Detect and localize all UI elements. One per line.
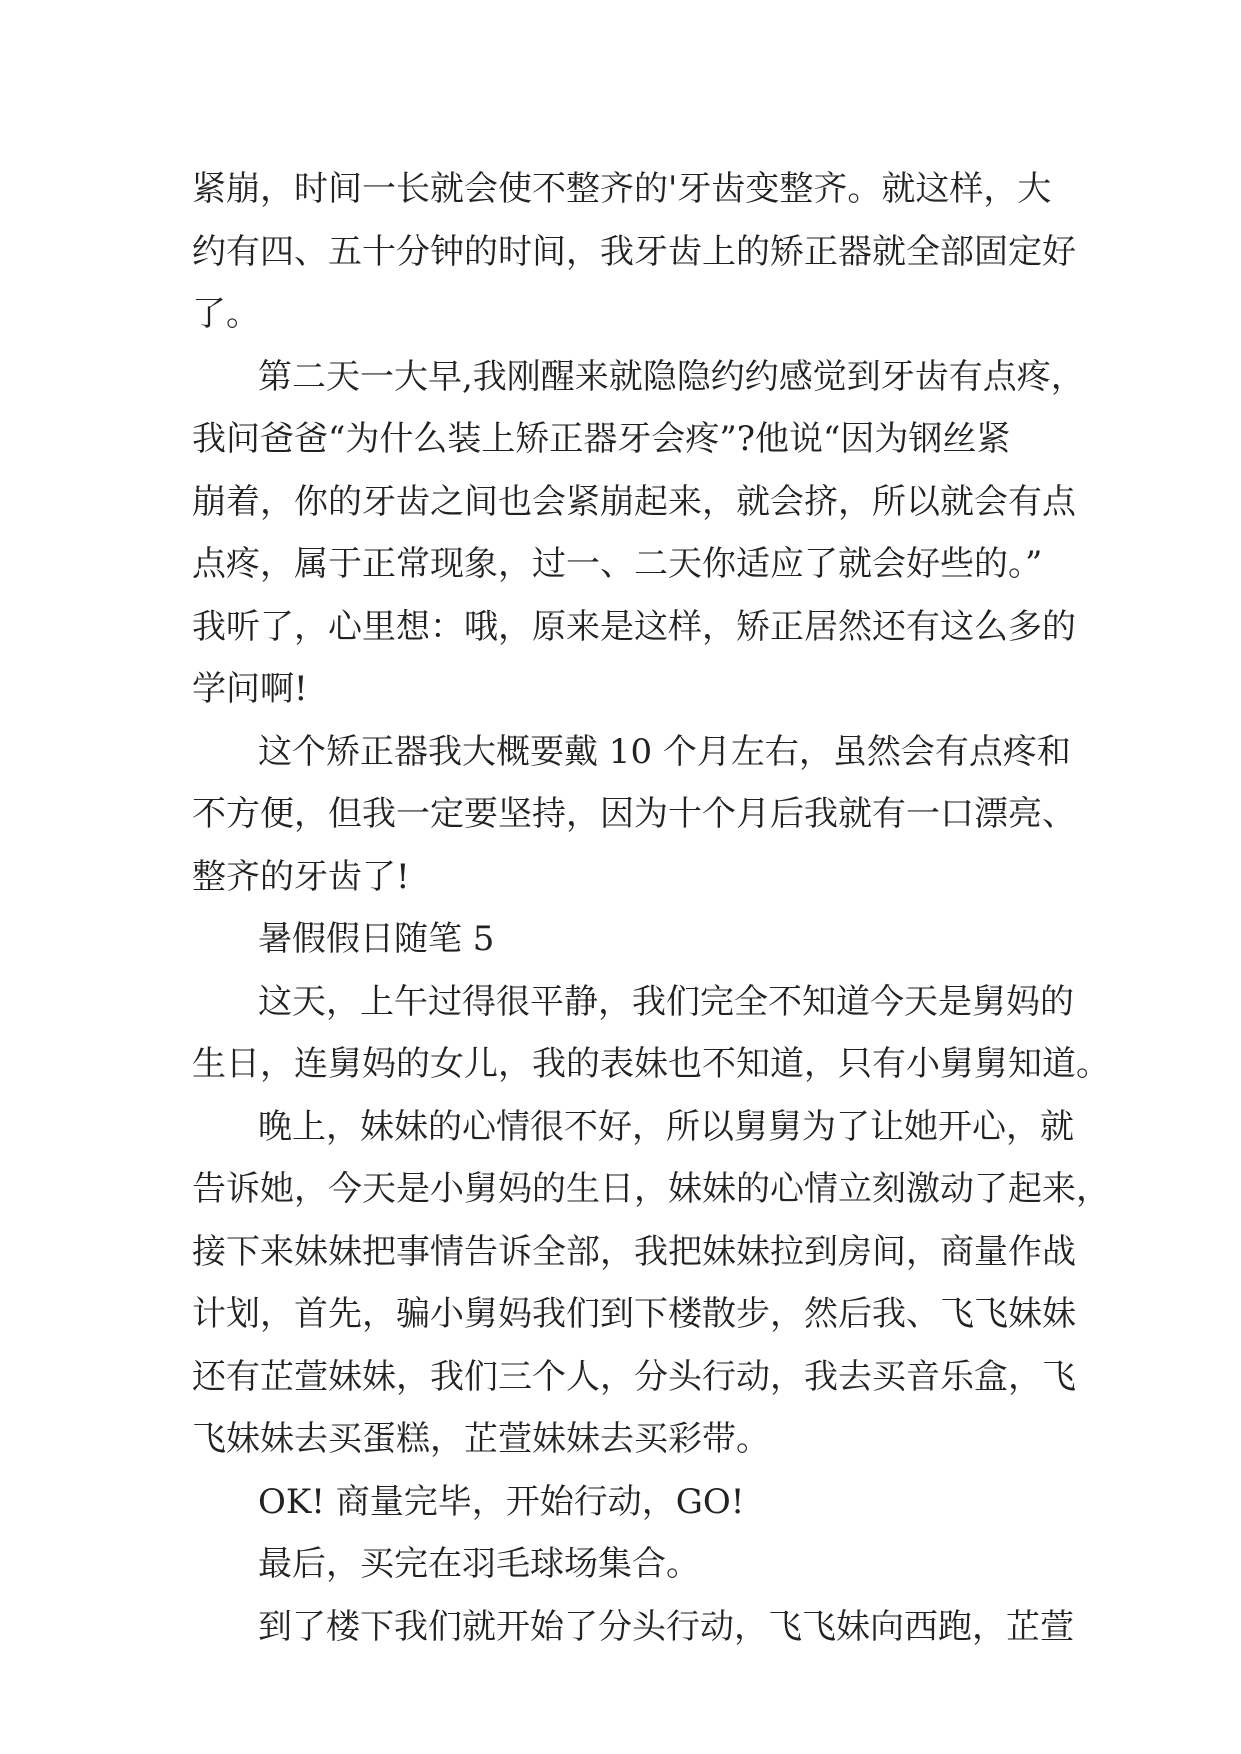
text-line: 还有芷萱妹妹，我们三个人，分头行动，我去买音乐盒，飞 — [192, 1356, 1076, 1397]
text-line: 到了楼下我们就开始了分头行动，飞飞妹向西跑，芷萱 — [258, 1606, 1074, 1647]
text-line: 这天，上午过得很平静，我们完全不知道今天是舅妈的 — [258, 981, 1074, 1022]
text-line: 晚上，妹妹的心情很不好，所以舅舅为了让她开心，就 — [258, 1106, 1074, 1147]
text-line: 生日，连舅妈的女儿，我的表妹也不知道，只有小舅舅知道。 — [192, 1044, 1110, 1084]
text-line: 告诉她，今天是小舅妈的生日，妹妹的心情立刻激动了起来， — [192, 1169, 1110, 1209]
text-line: 我问爸爸“为什么装上矫正器牙会疼”?他说“因为钢丝紧 — [192, 419, 1011, 459]
text-line: 整齐的牙齿了! — [192, 856, 410, 897]
text-line: 紧崩，时间一长就会使不整齐的'牙齿变整齐。就这样，大 — [192, 169, 1052, 209]
text-line: 接下来妹妹把事情告诉全部，我把妹妹拉到房间，商量作战 — [192, 1231, 1076, 1272]
text-line: 我听了，心里想：哦，原来是这样，矫正居然还有这么多的 — [192, 606, 1076, 647]
text-line: 学问啊! — [192, 669, 308, 709]
text-line: 崩着，你的牙齿之间也会紧崩起来，就会挤，所以就会有点 — [192, 481, 1076, 522]
text-line: 第二天一大早,我刚醒来就隐隐约约感觉到牙齿有点疼， — [258, 356, 1085, 397]
section-heading: 暑假假日随笔 5 — [258, 919, 495, 959]
text-line: 点疼，属于正常现象，过一、二天你适应了就会好些的。” — [192, 544, 1043, 584]
text-line: 这个矫正器我大概要戴 10 个月左右，虽然会有点疼和 — [258, 731, 1071, 772]
document-body — [192, 158, 1110, 1658]
text-line: OK! 商量完毕，开始行动，GO! — [258, 1481, 745, 1522]
text-line: 了。 — [192, 294, 260, 334]
text-line: 计划，首先，骗小舅妈我们到下楼散步，然后我、飞飞妹妹 — [192, 1294, 1076, 1334]
text-line: 不方便，但我一定要坚持，因为十个月后我就有一口漂亮、 — [192, 794, 1076, 834]
text-line: 最后，买完在羽毛球场集合。 — [258, 1544, 700, 1584]
text-line: 飞妹妹去买蛋糕，芷萱妹妹去买彩带。 — [192, 1419, 770, 1459]
text-line: 约有四、五十分钟的时间，我牙齿上的矫正器就全部固定好 — [192, 231, 1076, 272]
